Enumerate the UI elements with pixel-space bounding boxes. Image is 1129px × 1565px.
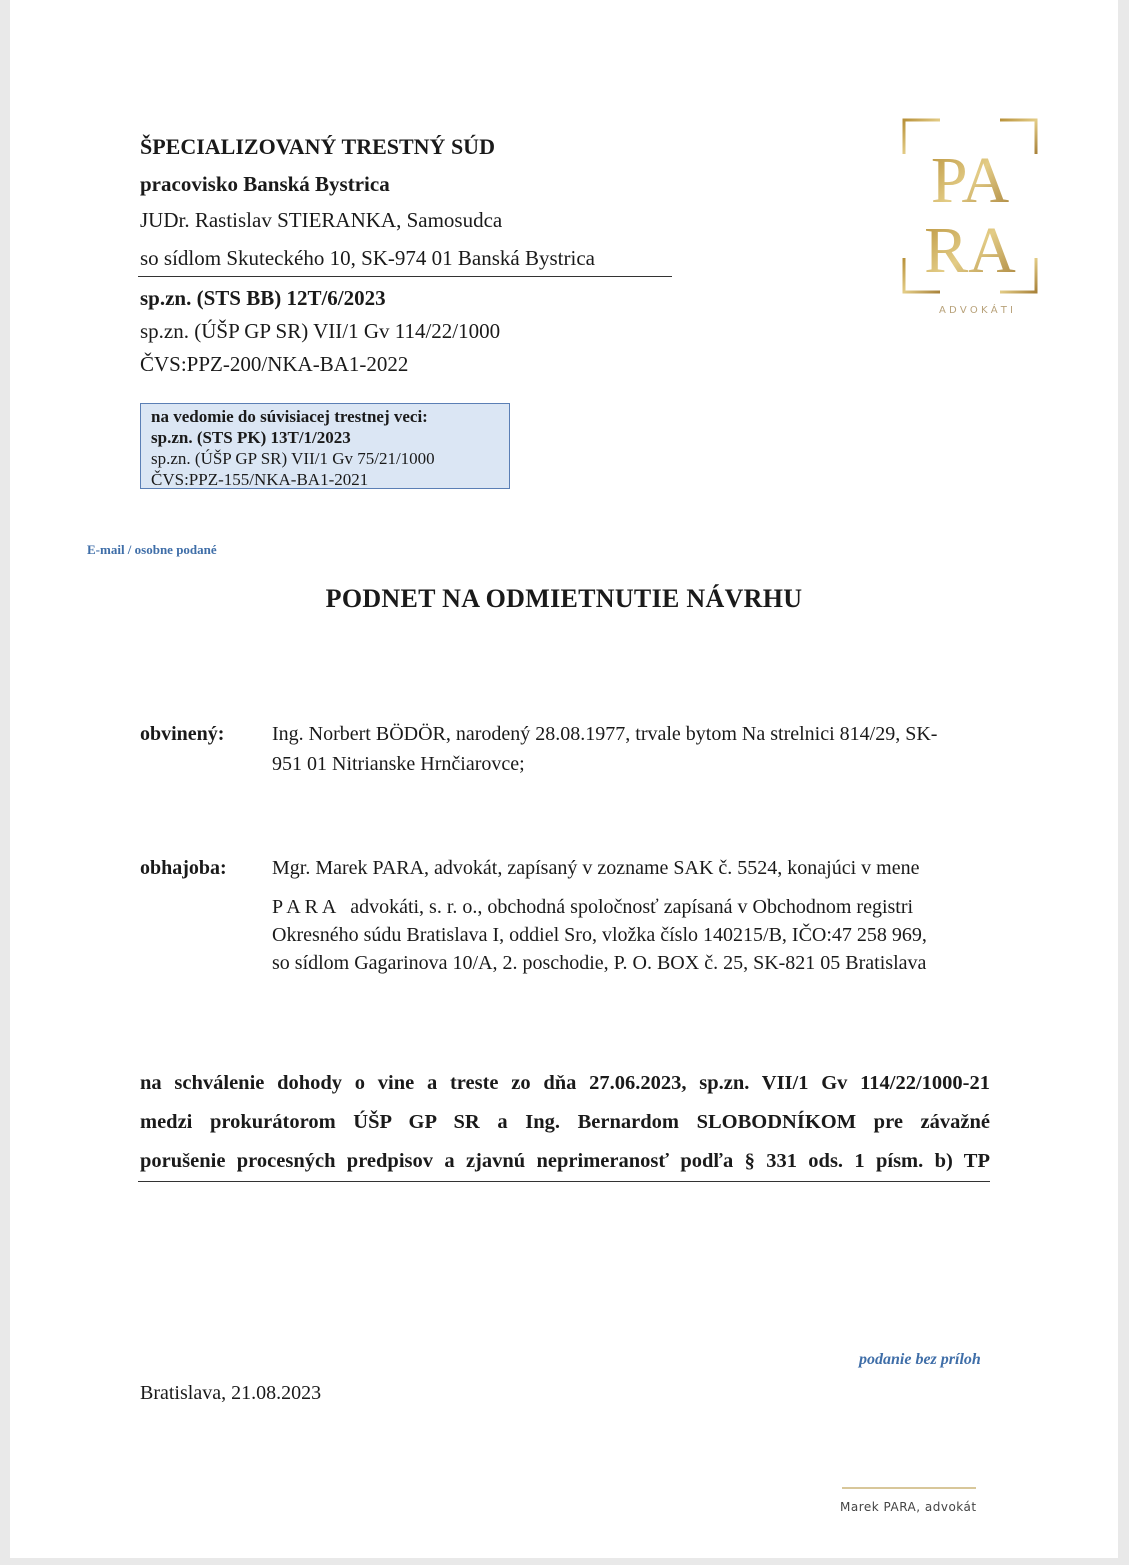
para-advokati-logo — [900, 116, 1040, 316]
logo-letters-bottom: RA — [924, 214, 1016, 287]
court-name: ŠPECIALIZOVANÝ TRESTNÝ SÚD — [140, 134, 495, 159]
court-address: so sídlom Skuteckého 10, SK-974 01 Banská Bystrica — [140, 246, 595, 270]
subject-line: porušenie procesných predpisov a zjavnú neprimeranosť podľa § 331 ods. 1 písm. b) TP — [140, 1150, 990, 1172]
subject-divider — [138, 1181, 990, 1182]
related-prosecutor-reference: sp.zn. (ÚŠP GP SR) VII/1 Gv 75/21/1000 — [151, 449, 435, 468]
logo-tagline: A D V O K Á T I — [939, 305, 1013, 316]
document-page — [10, 0, 1118, 1558]
footer-divider — [842, 1487, 976, 1489]
prosecutor-reference: sp.zn. (ÚŠP GP SR) VII/1 Gv 114/22/1000 — [140, 319, 501, 343]
logo-mark-icon — [900, 116, 1040, 316]
document-title: PODNET NA ODMIETNUTIE NÁVRHU — [325, 584, 803, 613]
attachment-note: podanie bez príloh — [859, 1351, 981, 1368]
defense-text-line: Mgr. Marek PARA, advokát, zapísaný v zozname SAK č. 5524, konajúci v mene — [272, 857, 920, 879]
defense-text-line: so sídlom Gagarinova 10/A, 2. poschodie, P. O. BOX č. 25, SK-821 05 Bratislava — [272, 952, 927, 974]
subject-line: na schválenie dohody o vine a treste zo dňa 27.06.2023, sp.zn. VII/1 Gv 114/22/1000-21 — [140, 1072, 990, 1094]
accused-text-line: 951 01 Nitrianske Hrnčiarovce; — [272, 753, 525, 775]
defense-text-line: Okresného súdu Bratislava I, oddiel Sro, vložka číslo 140215/B, IČO:47 258 969, — [272, 924, 927, 946]
related-court-reference: sp.zn. (STS PK) 13T/1/2023 — [151, 428, 351, 447]
subject-paragraph — [140, 1064, 990, 1181]
related-case-box — [140, 403, 510, 489]
place-and-date: Bratislava, 21.08.2023 — [140, 1382, 322, 1404]
accused-text-line: Ing. Norbert BÖDÖR, narodený 28.08.1977, trvale bytom Na strelnici 814/29, SK- — [272, 723, 938, 745]
accused-label: obvinený: — [140, 723, 225, 745]
judge-name: JUDr. Rastislav STIERANKA, Samosudca — [140, 208, 503, 232]
footer-signature: Marek PARA, advokát — [840, 1500, 977, 1514]
defense-text-line: P A R A advokáti, s. r. o., obchodná spoločnosť zapísaná v Obchodnom registri — [272, 896, 914, 918]
header-divider — [138, 276, 672, 277]
court-branch: pracovisko Banská Bystrica — [140, 172, 390, 196]
related-case-heading: na vedomie do súvisiacej trestnej veci: — [151, 407, 428, 426]
defense-label: obhajoba: — [140, 857, 227, 879]
court-reference: sp.zn. (STS BB) 12T/6/2023 — [140, 286, 386, 310]
delivery-note: E-mail / osobne podané — [87, 542, 217, 557]
logo-letters-top: PA — [930, 144, 1010, 217]
related-cvs-reference: ČVS:PPZ-155/NKA-BA1-2021 — [151, 470, 369, 489]
subject-line: medzi prokurátorom ÚŠP GP SR a Ing. Bernardom SLOBODNÍKOM pre závažné — [140, 1111, 990, 1133]
cvs-reference: ČVS:PPZ-200/NKA-BA1-2022 — [140, 352, 409, 376]
